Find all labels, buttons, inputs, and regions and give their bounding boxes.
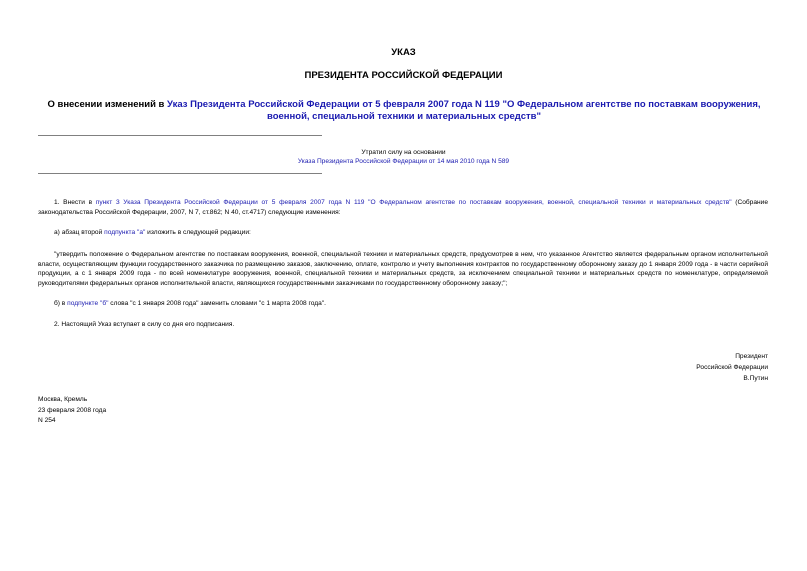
pb-prefix: б) в <box>54 300 68 307</box>
title-prefix: О внесении изменений в <box>47 99 168 110</box>
pa-suffix: изложить в следующей редакции: <box>145 229 251 236</box>
signature-title: Президент <box>735 353 768 360</box>
document-title <box>40 99 768 123</box>
pa-prefix: а) абзац второй <box>54 229 105 236</box>
title-link[interactable]: Указ Президента Российской Федерации от 5 февраля 2007 года N 119 "О Федеральном агентстве по поставкам вооружения, военной, специальной техники и материальных средств" <box>167 99 761 122</box>
signature-block <box>696 351 768 384</box>
issue-info <box>38 395 106 427</box>
pb-link[interactable]: подпункте "б" <box>67 300 109 307</box>
status-link[interactable]: Указа Президента Российской Федерации от 14 мая 2010 года N 589 <box>297 158 510 165</box>
p1-prefix: 1. Внести в <box>54 199 96 206</box>
issue-place: Москва, Кремль <box>38 396 88 403</box>
decree-heading: УКАЗ <box>391 47 416 58</box>
subparagraph-b <box>38 299 768 309</box>
subparagraph-a <box>38 228 768 238</box>
paragraph-1 <box>38 198 768 217</box>
issue-number: N 254 <box>38 417 56 424</box>
paragraph-2: 2. Настоящий Указ вступает в силу со дня его подписания. <box>54 321 235 328</box>
issuer-heading: ПРЕЗИДЕНТА РОССИЙСКОЙ ФЕДЕРАЦИИ <box>304 70 503 81</box>
pb-suffix: слова "с 1 января 2008 года" заменить словами "с 1 марта 2008 года". <box>108 300 326 307</box>
status-divider <box>38 173 322 174</box>
status-label: Утратил силу на основании <box>361 149 446 156</box>
top-divider <box>38 135 322 136</box>
signature-name: В.Путин <box>743 375 768 382</box>
p1-link[interactable]: пункт 3 Указа Президента Российской Федерации от 5 февраля 2007 года N 119 "О Федеральном агентстве по поставкам вооружения, военной, специальной техники и материальных средств" <box>95 199 732 206</box>
quoted-text: "утвердить положение о Федеральном агентстве по поставкам вооружения, военной, специальной техники и материальных средств, предусмотрев в нем, что указанное Агентство является федеральным органом исполнительной власти, осуществляющим функции государственного заказчика по размещению заказов, заключению, оплате, контролю и учету выполнения контрактов по государственному оборонному заказу до 1 января 2009 года - в части серийной продукции, а с 1 января 2009 года - по всей номенклатуре вооружения, военной, специальной техники и материальных средств, за исключением специальной техники и материальных средств по номенклатуре, определяемой руководителями федеральных органов исполнительной власти, являющихся государственными заказчиками по государственному оборонному заказу;"; <box>38 251 768 287</box>
signature-country: Российской Федерации <box>696 364 768 371</box>
issue-date: 23 февраля 2008 года <box>38 406 107 414</box>
p1-suffix: (Собрание законодательства Российской Федерации, 2007, N 7, ст.862; N 40, ст.4717) следующие изменения: <box>38 199 768 216</box>
pa-link[interactable]: подпункта "а" <box>104 229 146 236</box>
